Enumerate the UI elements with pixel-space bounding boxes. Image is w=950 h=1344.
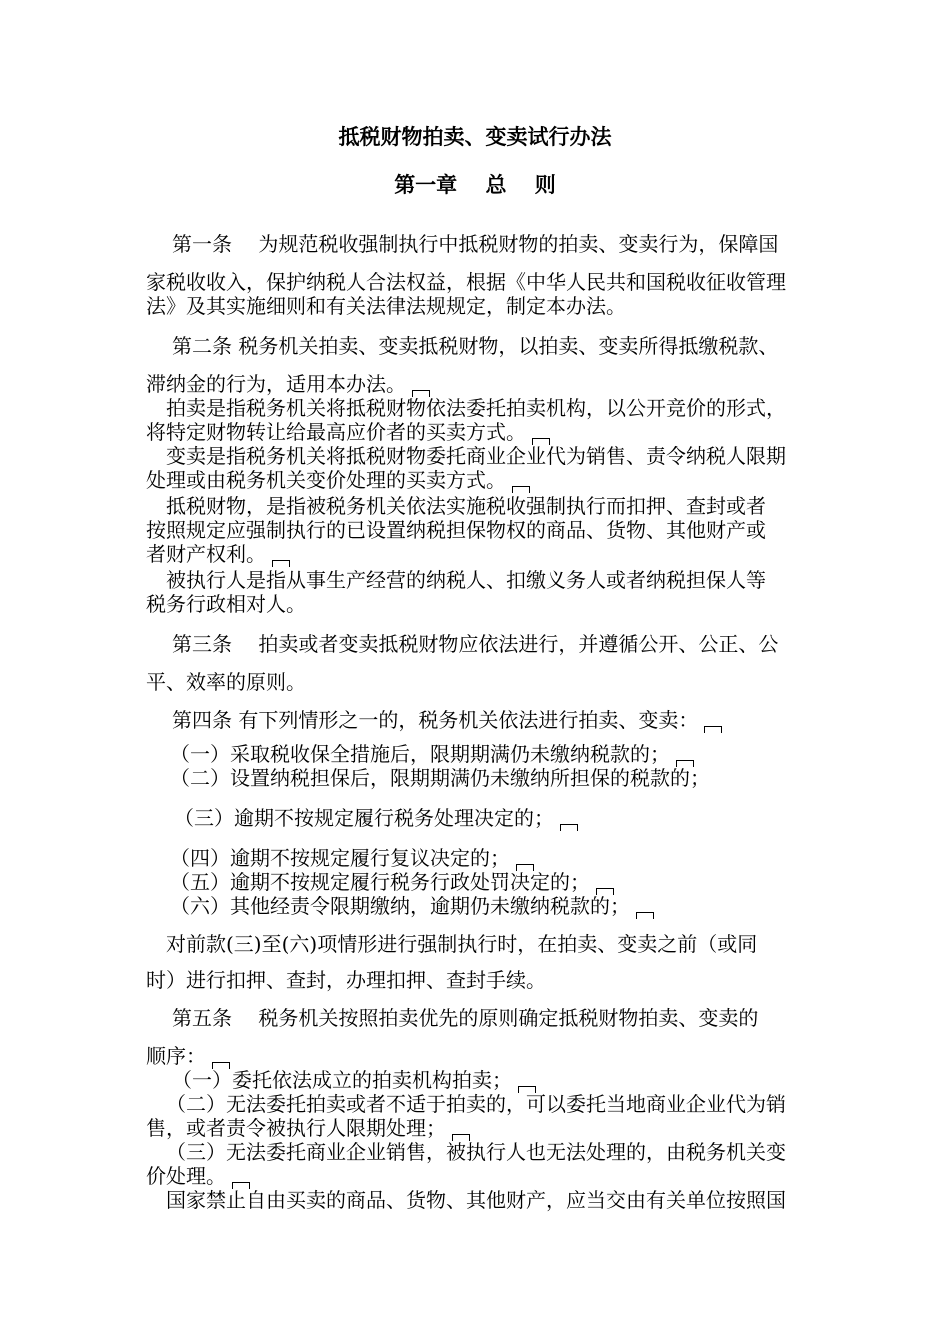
article-4-note-line-1: 对前款(三)至(六)项情形进行强制执行时，在拍卖、变卖之前（或同 bbox=[166, 932, 758, 956]
article-5-item-3-line-1: （三）无法委托商业企业销售，被执行人也无法处理的，由税务机关变 bbox=[166, 1140, 786, 1164]
article-5-item-1-text: （一）委托依法成立的拍卖机构拍卖； bbox=[172, 1068, 512, 1092]
article-5-item-1 bbox=[172, 1068, 536, 1093]
property-def-line-1: 抵税财物，是指被税务机关依法实施税收强制执行而扣押、查封或者 bbox=[166, 494, 766, 518]
article-3-line-2: 平、效率的原则。 bbox=[146, 670, 306, 694]
sale-def-line-2 bbox=[146, 468, 530, 493]
article-2-line-2-text: 滞纳金的行为，适用本办法。 bbox=[146, 372, 406, 396]
article-5-item-2-line-2-text: 售，或者责令被执行人限期处理； bbox=[146, 1116, 446, 1140]
article-2-line-2 bbox=[146, 372, 430, 397]
article-4-item-4-text: （四）逾期不按规定履行复议决定的； bbox=[170, 846, 510, 870]
article-4-item-4 bbox=[170, 846, 534, 871]
article-4-item-6 bbox=[170, 894, 654, 919]
article-1-line-2: 家税收收入，保护纳税人合法权益，根据《中华人民共和国税收征收管理 bbox=[146, 270, 786, 294]
article-1-line-1: 第一条 为规范税收强制执行中抵税财物的拍卖、变卖行为，保障国 bbox=[172, 232, 779, 256]
paragraph-mark-icon bbox=[272, 560, 290, 567]
article-5-item-3-line-2 bbox=[146, 1164, 250, 1189]
article-4-item-1 bbox=[170, 742, 694, 767]
article-2-line-1: 第二条 税务机关拍卖、变卖抵税财物，以拍卖、变卖所得抵缴税款、 bbox=[172, 334, 779, 358]
auction-def-line-2-text: 将特定财物转让给最高应价者的买卖方式。 bbox=[146, 420, 526, 444]
paragraph-mark-icon bbox=[704, 726, 722, 733]
article-4-item-5-text: （五）逾期不按规定履行税务行政处罚决定的； bbox=[170, 870, 590, 894]
paragraph-mark-icon bbox=[512, 486, 530, 493]
property-def-line-3 bbox=[146, 542, 290, 567]
article-4-note-line-2: 时）进行扣押、查封，办理扣押、查封手续。 bbox=[146, 968, 546, 992]
article-1-line-3: 法》及其实施细则和有关法律法规规定，制定本办法。 bbox=[146, 294, 626, 318]
article-4-item-5 bbox=[170, 870, 614, 895]
article-5-line-1: 第五条 税务机关按照拍卖优先的原则确定抵税财物拍卖、变卖的 bbox=[172, 1006, 759, 1030]
auction-def-line-1: 拍卖是指税务机关将抵税财物依法委托拍卖机构，以公开竞价的形式， bbox=[166, 396, 786, 420]
chapter-heading: 第一章 总 则 bbox=[394, 172, 556, 197]
document-title: 抵税财物拍卖、变卖试行办法 bbox=[338, 124, 612, 149]
paragraph-mark-icon bbox=[636, 912, 654, 919]
property-def-line-3-text: 者财产权利。 bbox=[146, 542, 266, 566]
article-5-prohibited-line-1: 国家禁止自由买卖的商品、货物、其他财产，应当交由有关单位按照国 bbox=[166, 1188, 786, 1212]
article-4-item-1-text: （一）采取税收保全措施后，限期期满仍未缴纳税款的； bbox=[170, 742, 670, 766]
executee-def-line-2: 税务行政相对人。 bbox=[146, 592, 306, 616]
article-5-item-2-line-2 bbox=[146, 1116, 470, 1141]
paragraph-mark-icon bbox=[560, 824, 578, 831]
article-5-item-2-line-1: （二）无法委托拍卖或者不适于拍卖的，可以委托当地商业企业代为销 bbox=[166, 1092, 786, 1116]
article-4-line-1 bbox=[172, 708, 722, 733]
sale-def-line-2-text: 处理或由税务机关变价处理的买卖方式。 bbox=[146, 468, 506, 492]
article-5-line-2 bbox=[146, 1044, 230, 1069]
article-4-item-3-text: （三）逾期不按规定履行税务处理决定的； bbox=[174, 806, 554, 830]
sale-def-line-1: 变卖是指税务机关将抵税财物委托商业企业代为销售、责令纳税人限期 bbox=[166, 444, 786, 468]
property-def-line-2: 按照规定应强制执行的已设置纳税担保物权的商品、货物、其他财产或 bbox=[146, 518, 766, 542]
auction-def-line-2 bbox=[146, 420, 550, 445]
article-5-item-3-line-2-text: 价处理。 bbox=[146, 1164, 226, 1188]
article-4-item-2: （二）设置纳税担保后，限期期满仍未缴纳所担保的税款的； bbox=[170, 766, 710, 790]
article-4-line-1-text: 第四条 有下列情形之一的，税务机关依法进行拍卖、变卖： bbox=[172, 708, 699, 732]
article-5-line-2-text: 顺序： bbox=[146, 1044, 206, 1068]
article-4-item-3 bbox=[174, 806, 578, 831]
article-4-item-6-text: （六）其他经责令限期缴纳，逾期仍未缴纳税款的； bbox=[170, 894, 630, 918]
executee-def-line-1: 被执行人是指从事生产经营的纳税人、扣缴义务人或者纳税担保人等 bbox=[166, 568, 766, 592]
article-3-line-1: 第三条 拍卖或者变卖抵税财物应依法进行，并遵循公开、公正、公 bbox=[172, 632, 779, 656]
